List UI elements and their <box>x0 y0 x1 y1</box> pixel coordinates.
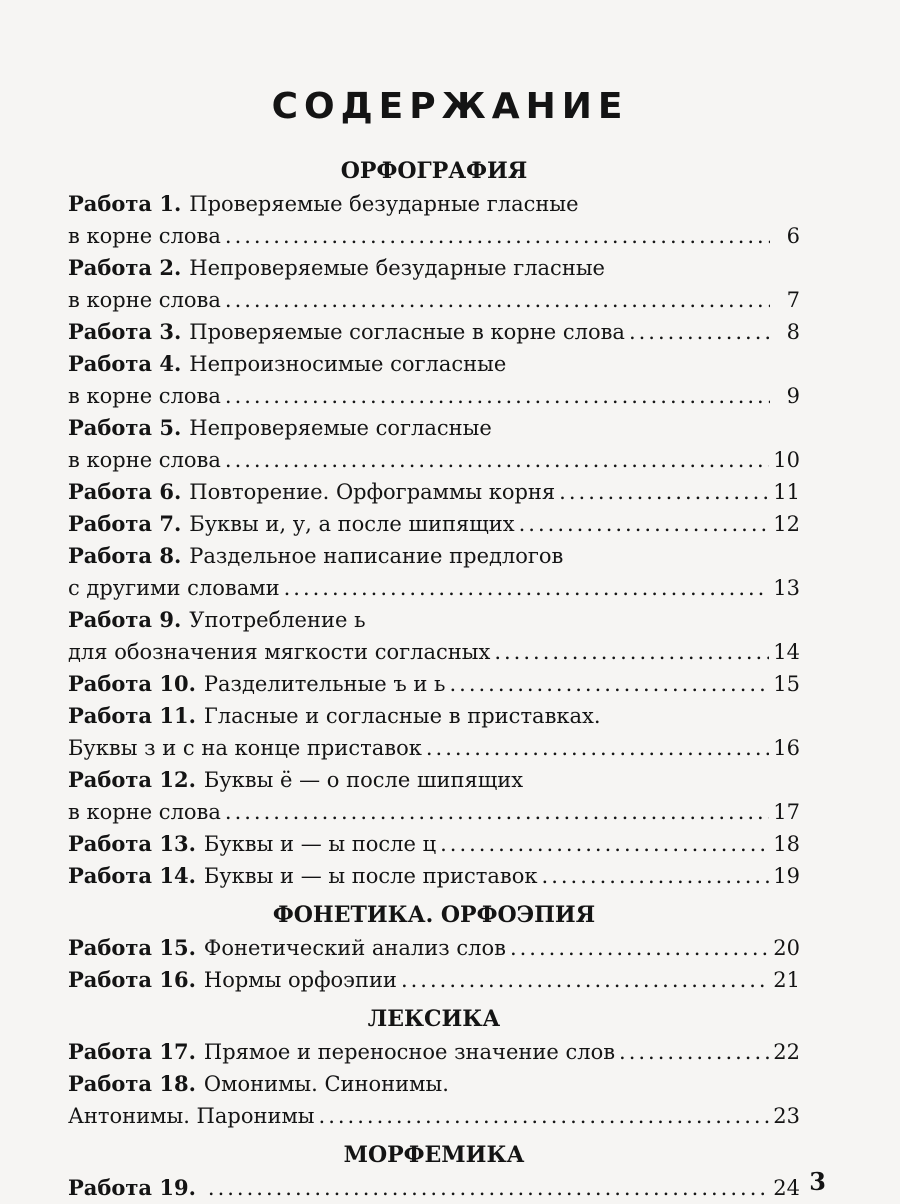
entry-page: 14 <box>773 640 800 664</box>
entry-label: Работа 7. <box>68 511 182 536</box>
entry-text: Прямое и переносное значение слов <box>203 1040 616 1064</box>
toc-entry[interactable] <box>68 1036 800 1068</box>
dot-leader <box>629 316 770 348</box>
entry-text: Буквы з и с на конце приставок <box>68 736 422 760</box>
dot-leader <box>225 284 770 316</box>
dot-leader <box>225 380 770 412</box>
entry-text: Непроизносимые согласные <box>189 352 507 376</box>
entry-page: 24 <box>773 1176 800 1200</box>
entry-page: 16 <box>773 736 800 760</box>
toc-entry[interactable] <box>68 796 800 828</box>
dot-leader <box>208 1172 769 1204</box>
entry-text: Раздельное написание предлогов <box>189 544 564 568</box>
entry-page: 15 <box>773 672 800 696</box>
toc-entry[interactable] <box>68 476 800 508</box>
entry-text: с другими словами <box>68 576 280 600</box>
section-title: ФОНЕТИКА. ОРФОЭПИЯ <box>272 902 596 928</box>
dot-leader <box>401 964 769 996</box>
toc-entry[interactable] <box>68 636 800 668</box>
entry-page: 17 <box>773 800 800 824</box>
toc-entry[interactable] <box>68 284 800 316</box>
entry-text: Буквы ё — о после шипящих <box>203 768 524 792</box>
entry-text: в корне слова <box>68 800 221 824</box>
dot-leader <box>440 828 769 860</box>
toc-entry[interactable] <box>68 964 800 996</box>
entry-page: 10 <box>773 448 800 472</box>
entry-label: Работа 8. <box>68 543 182 568</box>
toc-entry[interactable] <box>68 932 800 964</box>
entry-text: в корне слова <box>68 384 221 408</box>
toc-entry[interactable] <box>68 668 800 700</box>
entry-text: в корне слова <box>68 288 221 312</box>
toc-entry[interactable] <box>68 252 800 284</box>
toc-entry[interactable] <box>68 188 800 220</box>
entry-text: Употребление ь <box>189 608 366 632</box>
entry-text: Разделительные ъ и ь <box>203 672 446 696</box>
toc-entry[interactable] <box>68 572 800 604</box>
entry-text: Проверяемые согласные в корне слова <box>189 320 625 344</box>
toc-entry[interactable] <box>68 828 800 860</box>
entry-label: Работа 13. <box>68 831 196 856</box>
section-title: ЛЕКСИКА <box>367 1006 501 1032</box>
toc-entry[interactable] <box>68 316 800 348</box>
entry-label: Работа 10. <box>68 671 196 696</box>
entry-page: 19 <box>773 864 800 888</box>
dot-leader <box>559 476 769 508</box>
entry-label: Работа 19. <box>68 1175 196 1200</box>
entry-page: 20 <box>773 936 800 960</box>
entry-label: Работа 2. <box>68 255 182 280</box>
table-of-contents <box>68 148 800 1204</box>
toc-entry[interactable] <box>68 508 800 540</box>
toc-entry[interactable] <box>68 412 800 444</box>
entry-text: Нормы орфоэпии <box>203 968 397 992</box>
toc-entry[interactable] <box>68 860 800 892</box>
entry-label: Работа 17. <box>68 1039 196 1064</box>
dot-leader <box>519 508 770 540</box>
page-number: 3 <box>809 1167 826 1196</box>
toc-entry[interactable] <box>68 604 800 636</box>
dot-leader <box>284 572 770 604</box>
toc-entry[interactable] <box>68 1068 800 1100</box>
entry-text: Повторение. Орфограммы корня <box>189 480 556 504</box>
entry-page: 6 <box>786 224 800 248</box>
entry-text: Проверяемые безударные гласные <box>189 192 579 216</box>
entry-label: Работа 15. <box>68 935 196 960</box>
entry-label: Работа 18. <box>68 1071 196 1096</box>
entry-page: 12 <box>773 512 800 536</box>
entry-page: 22 <box>773 1040 800 1064</box>
section-title: МОРФЕМИКА <box>343 1142 525 1168</box>
entry-label: Работа 1. <box>68 191 182 216</box>
entry-label: Работа 16. <box>68 967 196 992</box>
entry-text: Буквы и, у, а после шипящих <box>189 512 515 536</box>
entry-text: Непроверяемые согласные <box>189 416 492 440</box>
toc-entry[interactable] <box>68 540 800 572</box>
entry-text: Антонимы. Паронимы <box>68 1104 315 1128</box>
entry-label: Работа 9. <box>68 607 182 632</box>
entry-label: Работа 6. <box>68 479 182 504</box>
dot-leader <box>426 732 769 764</box>
toc-entry[interactable] <box>68 348 800 380</box>
dot-leader <box>449 668 769 700</box>
entry-page: 11 <box>773 480 800 504</box>
entry-label: Работа 11. <box>68 703 196 728</box>
toc-entry[interactable] <box>68 380 800 412</box>
entry-text: для обозначения мягкости согласных <box>68 640 491 664</box>
toc-entry[interactable] <box>68 700 800 732</box>
dot-leader <box>225 220 770 252</box>
entry-text: в корне слова <box>68 224 221 248</box>
dot-leader <box>542 860 770 892</box>
entry-page: 18 <box>773 832 800 856</box>
toc-entry[interactable] <box>68 1172 800 1204</box>
entry-text: Гласные и согласные в приставках. <box>203 704 601 728</box>
entry-text: Непроверяемые безударные гласные <box>189 256 605 280</box>
entry-label: Работа 14. <box>68 863 196 888</box>
entry-page: 7 <box>786 288 800 312</box>
toc-entry[interactable] <box>68 1100 800 1132</box>
entry-label: Работа 12. <box>68 767 196 792</box>
toc-entry[interactable] <box>68 764 800 796</box>
entry-label: Работа 5. <box>68 415 182 440</box>
toc-entry[interactable] <box>68 732 800 764</box>
dot-leader <box>225 796 769 828</box>
entry-page: 9 <box>786 384 800 408</box>
entry-label: Работа 4. <box>68 351 182 376</box>
dot-leader <box>494 636 769 668</box>
dot-leader <box>319 1100 770 1132</box>
entry-text: в корне слова <box>68 448 221 472</box>
page-title: СОДЕРЖАНИЕ <box>271 86 629 127</box>
dot-leader <box>225 444 769 476</box>
entry-text: Омонимы. Синонимы. <box>203 1072 449 1096</box>
dot-leader <box>619 1036 769 1068</box>
entry-page: 13 <box>773 576 800 600</box>
entry-page: 23 <box>773 1104 800 1128</box>
dot-leader <box>510 932 769 964</box>
toc-entry[interactable] <box>68 444 800 476</box>
entry-text: Фонетический анализ слов <box>203 936 506 960</box>
entry-text: Буквы и — ы после ц <box>203 832 437 856</box>
entry-page: 8 <box>786 320 800 344</box>
entry-text: Буквы и — ы после приставок <box>203 864 538 888</box>
section-title: ОРФОГРАФИЯ <box>340 158 528 184</box>
entry-page: 21 <box>773 968 800 992</box>
toc-entry[interactable] <box>68 220 800 252</box>
entry-label: Работа 3. <box>68 319 182 344</box>
